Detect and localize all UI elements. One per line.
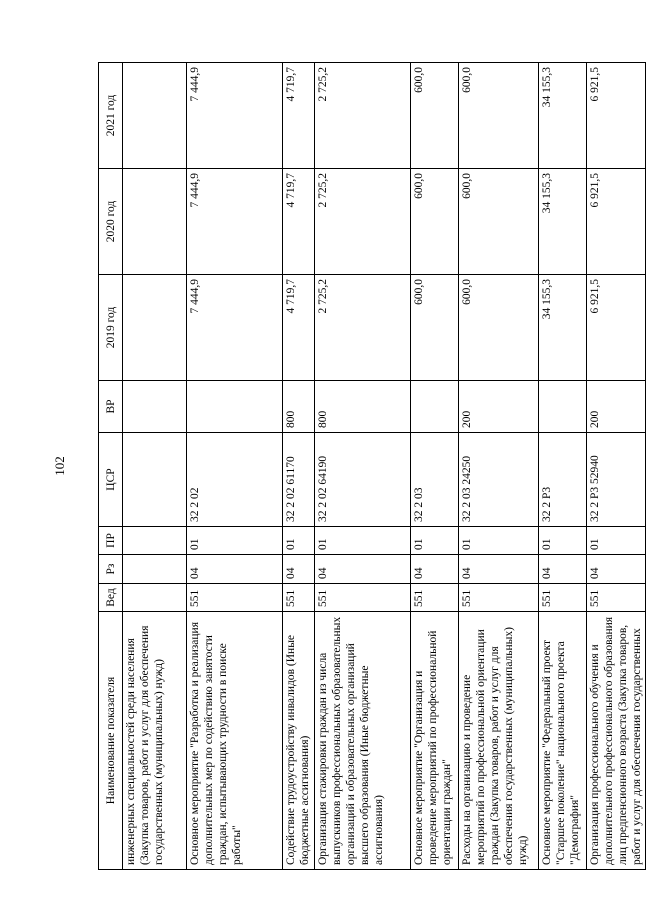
row-csr: 32 2 02 61170 — [283, 433, 315, 527]
header-2020: 2020 год — [99, 169, 123, 275]
row-pr: 01 — [315, 527, 411, 555]
row-name: Организация стажировки граждан из числа выпускников профессиональных образовательных организаций и образовательных организаций высшего образования (Иные бюджетные ассигнования) — [315, 612, 411, 870]
row-2019: 2 725,2 — [315, 275, 411, 381]
row-2019: 600,0 — [411, 275, 459, 381]
row-pr: 01 — [539, 527, 587, 555]
row-name: Основное мероприятие "Организация и проведение мероприятий по профессиональной ориентации граждан" — [411, 612, 459, 870]
row-csr: 32 2 03 — [411, 433, 459, 527]
header-vr: ВР — [99, 381, 123, 433]
table-row — [587, 63, 646, 870]
row-rz: 04 — [283, 555, 315, 584]
row-2021: 34 155,3 — [539, 63, 587, 169]
row-csr: 32 2 03 24250 — [459, 433, 539, 527]
row-name: инженерных специальностей среди населения (Закупка товаров, работ и услуг для обеспечения государственных (муниципальных) нужд) — [123, 612, 187, 870]
row-2021: 4 719,7 — [283, 63, 315, 169]
row-2019: 7 444,9 — [187, 275, 283, 381]
row-vr: 800 — [283, 381, 315, 433]
row-ved: 551 — [459, 584, 539, 612]
row-rz: 04 — [539, 555, 587, 584]
row-csr: 32 2 02 — [187, 433, 283, 527]
row-2020 — [123, 169, 187, 275]
header-name: Наименование показателя — [99, 612, 123, 870]
row-vr: 200 — [459, 381, 539, 433]
row-2020: 4 719,7 — [283, 169, 315, 275]
row-rz: 04 — [587, 555, 646, 584]
table-row — [411, 63, 459, 870]
header-2021: 2021 год — [99, 63, 123, 169]
table-header-row — [99, 63, 123, 870]
row-ved: 551 — [539, 584, 587, 612]
row-rz: 04 — [315, 555, 411, 584]
row-2020: 6 921,5 — [587, 169, 646, 275]
budget-table-container — [98, 63, 643, 870]
row-pr: 01 — [587, 527, 646, 555]
row-pr: 01 — [187, 527, 283, 555]
row-2021: 600,0 — [459, 63, 539, 169]
row-2019: 4 719,7 — [283, 275, 315, 381]
row-2021 — [123, 63, 187, 169]
row-pr: 01 — [283, 527, 315, 555]
row-2019 — [123, 275, 187, 381]
table-row — [539, 63, 587, 870]
header-ved: Вед — [99, 584, 123, 612]
row-2020: 600,0 — [411, 169, 459, 275]
row-ved: 551 — [283, 584, 315, 612]
row-csr: 32 2 P3 — [539, 433, 587, 527]
table-row — [283, 63, 315, 870]
row-vr: 200 — [587, 381, 646, 433]
row-vr — [411, 381, 459, 433]
table-row — [459, 63, 539, 870]
header-csr: ЦСР — [99, 433, 123, 527]
row-name: Основное мероприятие "Федеральный проект "Старшее поколение" национального проекта "Демография" — [539, 612, 587, 870]
row-ved: 551 — [587, 584, 646, 612]
table-row — [187, 63, 283, 870]
row-name: Расходы на организацию и проведение мероприятий по профессиональной ориентации граждан (Закупка товаров, работ и услуг для обеспечения государственных (муниципальных) нужд) — [459, 612, 539, 870]
row-2019: 34 155,3 — [539, 275, 587, 381]
row-vr: 800 — [315, 381, 411, 433]
row-vr — [539, 381, 587, 433]
table-row — [123, 63, 187, 870]
row-rz: 04 — [411, 555, 459, 584]
row-2021: 600,0 — [411, 63, 459, 169]
row-ved: 551 — [315, 584, 411, 612]
row-2021: 7 444,9 — [187, 63, 283, 169]
row-name: Содействие трудоустройству инвалидов (Иные бюджетные ассигнования) — [283, 612, 315, 870]
row-csr: 32 2 P3 52940 — [587, 433, 646, 527]
header-rz: Рз — [99, 555, 123, 584]
row-2020: 7 444,9 — [187, 169, 283, 275]
row-2020: 34 155,3 — [539, 169, 587, 275]
budget-table — [98, 62, 646, 870]
table-row — [315, 63, 411, 870]
row-2019: 600,0 — [459, 275, 539, 381]
row-ved: 551 — [411, 584, 459, 612]
page-number: 102 — [52, 456, 67, 476]
row-2020: 2 725,2 — [315, 169, 411, 275]
header-2019: 2019 год — [99, 275, 123, 381]
row-ved — [123, 584, 187, 612]
row-pr — [123, 527, 187, 555]
row-name: Организация профессионального обучения и дополнительного профессионального образования лиц предпенсионного возраста (Закупка товаров, работ и услуг для обеспечения государственных — [587, 612, 646, 870]
row-name: Основное мероприятие "Разработка и реализация дополнительных мер по содействию занятости граждан, испытывающих трудности в поиске работы" — [187, 612, 283, 870]
row-rz: 04 — [459, 555, 539, 584]
row-vr — [187, 381, 283, 433]
row-pr: 01 — [411, 527, 459, 555]
row-2021: 6 921,5 — [587, 63, 646, 169]
header-pr: ПР — [99, 527, 123, 555]
row-ved: 551 — [187, 584, 283, 612]
row-csr: 32 2 02 64190 — [315, 433, 411, 527]
row-csr — [123, 433, 187, 527]
row-2020: 600,0 — [459, 169, 539, 275]
row-2021: 2 725,2 — [315, 63, 411, 169]
row-2019: 6 921,5 — [587, 275, 646, 381]
row-vr — [123, 381, 187, 433]
row-rz — [123, 555, 187, 584]
row-rz: 04 — [187, 555, 283, 584]
row-pr: 01 — [459, 527, 539, 555]
